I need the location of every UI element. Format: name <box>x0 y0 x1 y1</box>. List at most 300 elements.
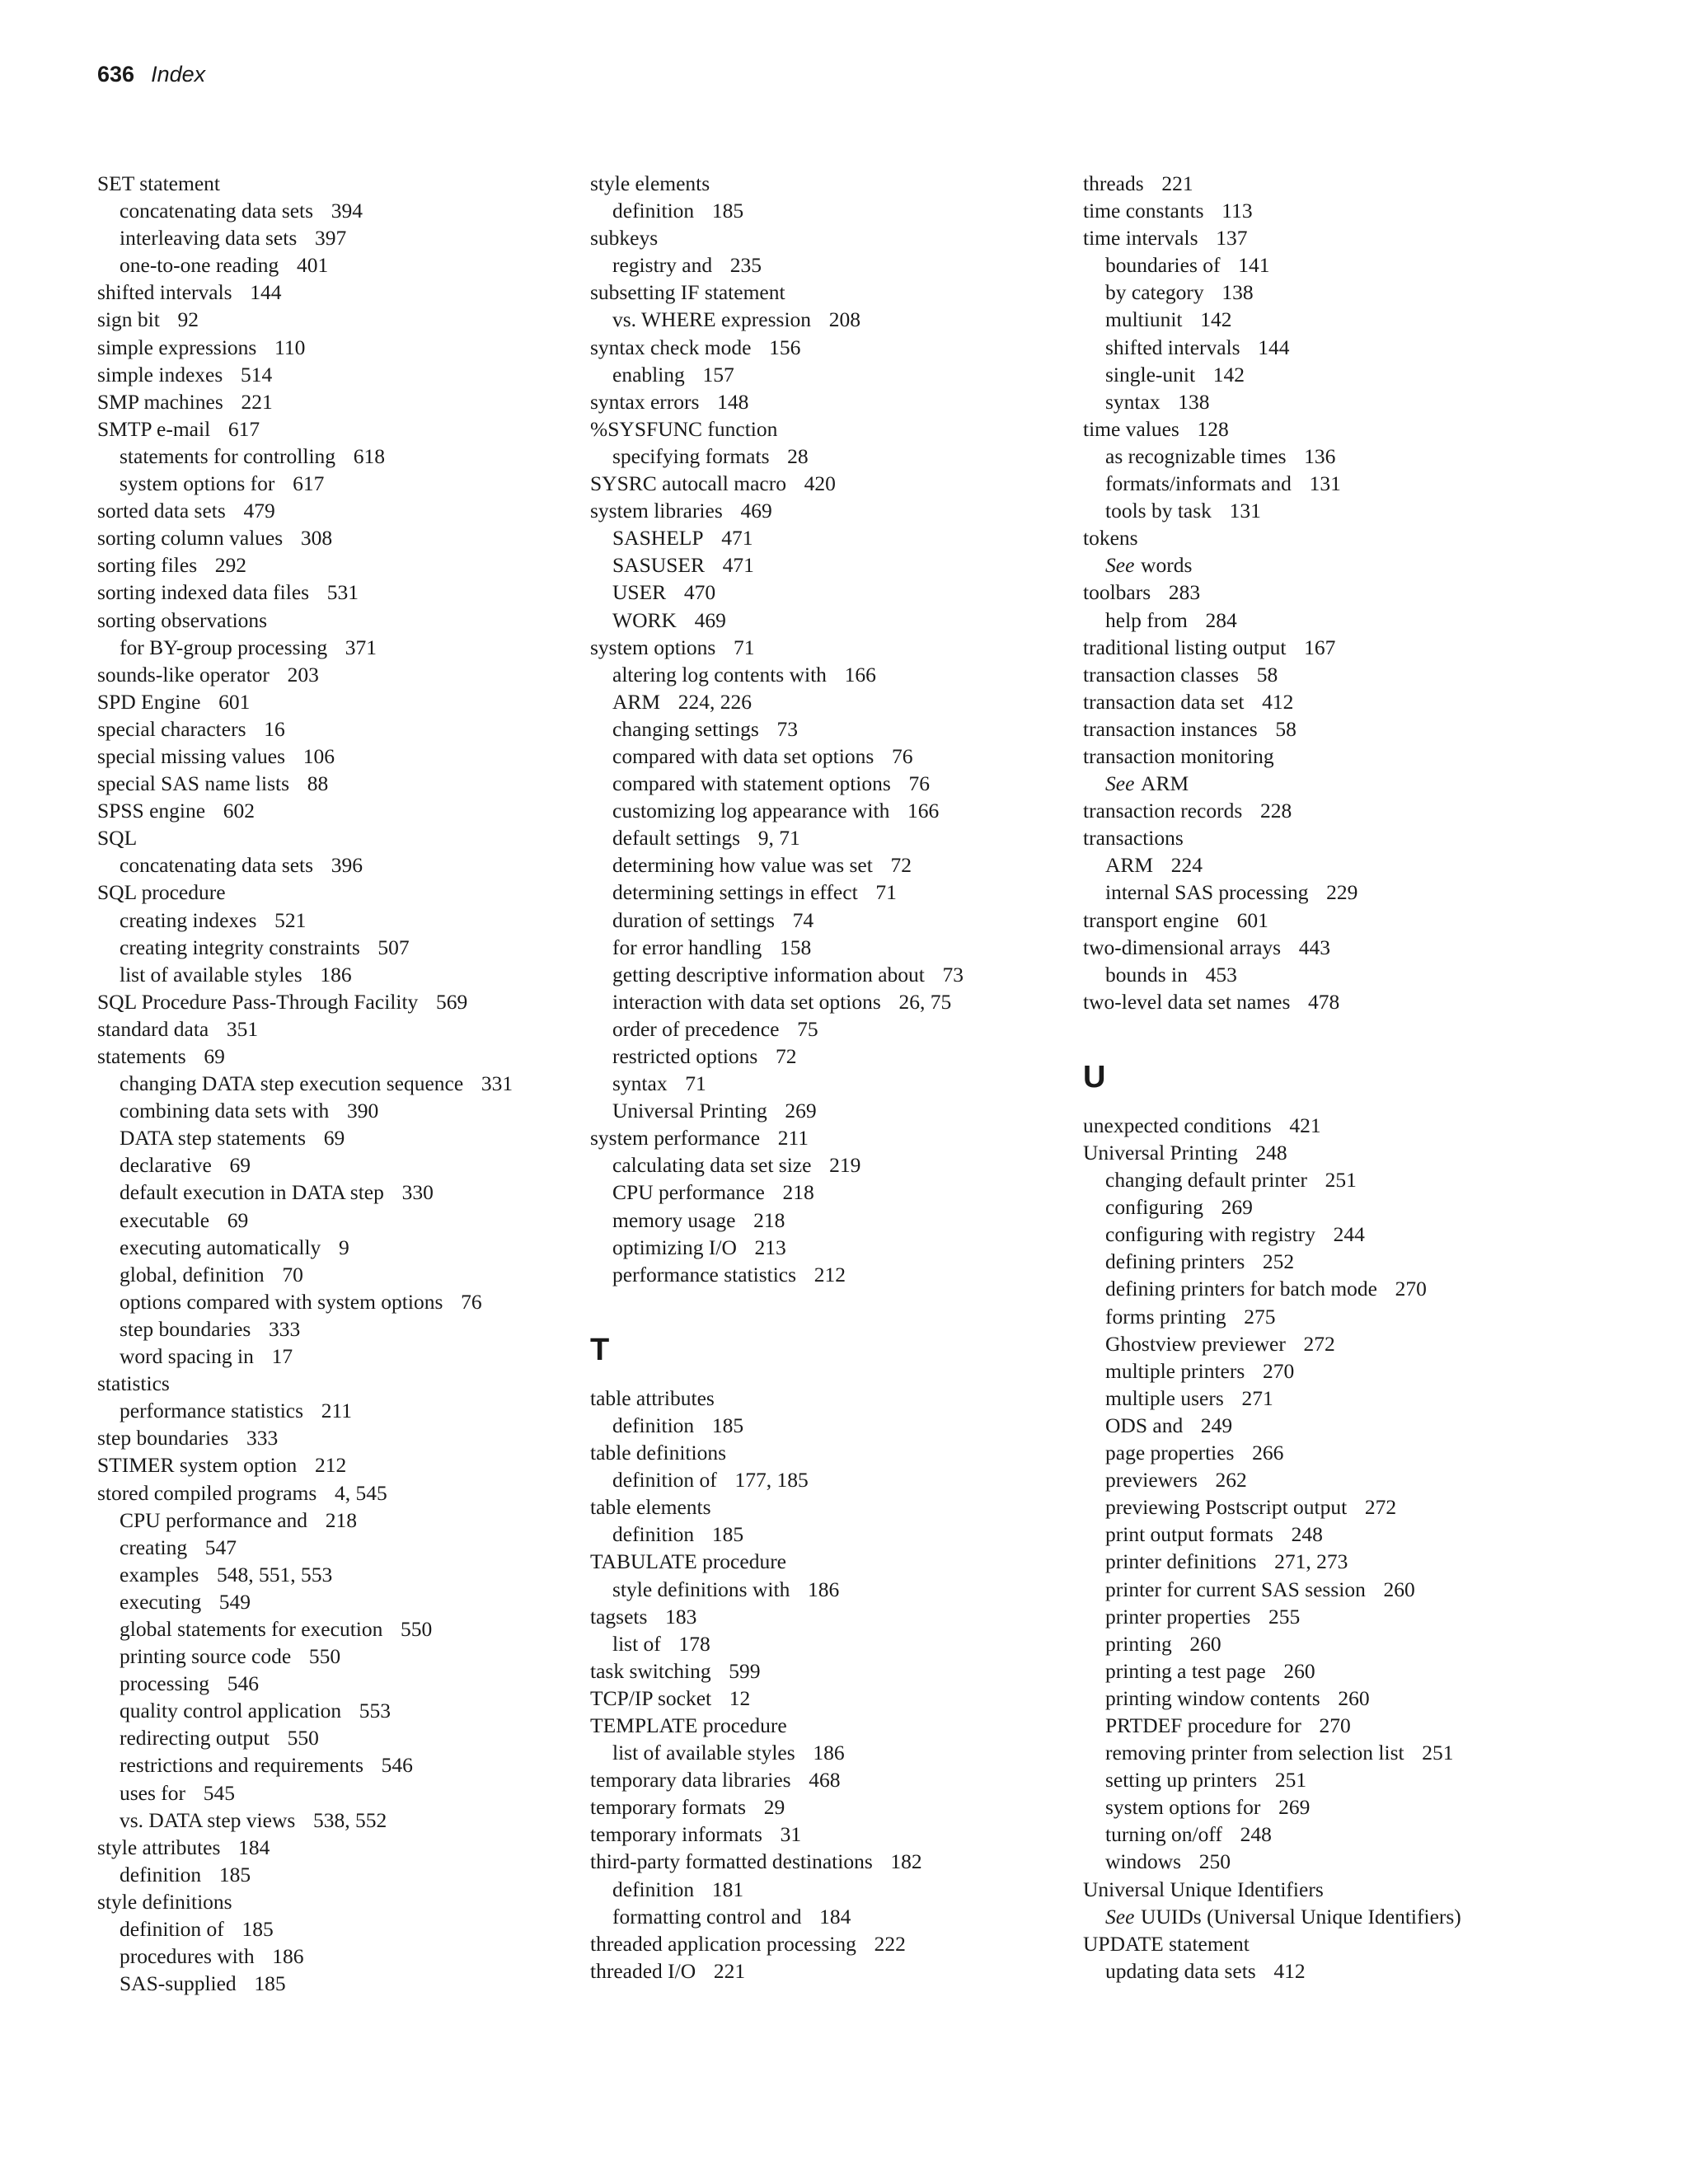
index-term: system options for <box>120 471 275 496</box>
page-reference: 420 <box>804 471 836 496</box>
index-subentry <box>1083 1221 1561 1248</box>
index-subentry <box>590 251 1068 279</box>
index-term: traditional listing output <box>1083 635 1287 659</box>
page-reference: 260 <box>1189 1631 1221 1656</box>
page-reference: 221 <box>241 389 273 414</box>
index-subentry <box>97 1643 575 1670</box>
index-term: SMTP e-mail <box>97 416 211 441</box>
index-term: table attributes <box>590 1385 715 1410</box>
index-entry <box>590 334 1068 361</box>
page-reference: 4, 545 <box>334 1480 387 1505</box>
page-reference: 183 <box>665 1604 697 1629</box>
index-term: special characters <box>97 716 246 741</box>
index-entry <box>1083 224 1561 251</box>
index-term: by category <box>1105 280 1204 305</box>
index-term: threaded I/O <box>590 1958 696 1983</box>
index-entry <box>97 607 575 634</box>
index-subentry <box>1083 1957 1561 1985</box>
index-subentry <box>97 1507 575 1534</box>
index-subentry <box>590 851 1068 879</box>
index-term: CPU performance and <box>120 1507 308 1532</box>
index-term: special missing values <box>97 743 286 768</box>
index-term: table elements <box>590 1495 711 1520</box>
index-entry <box>1083 1876 1561 1903</box>
index-subentry <box>590 1903 1068 1930</box>
index-subentry <box>97 1179 575 1206</box>
page-reference: 138 <box>1221 280 1254 305</box>
index-term: WORK <box>612 607 677 632</box>
page-reference: 186 <box>808 1577 840 1601</box>
page-reference: 185 <box>254 1971 286 1996</box>
index-entry <box>1083 743 1561 770</box>
index-term: compared with statement options <box>612 771 891 796</box>
index-entry <box>1083 1139 1561 1166</box>
index-subentry <box>97 1561 575 1588</box>
index-term: determining how value was set <box>612 853 873 878</box>
page-reference: 235 <box>729 253 762 278</box>
index-term: definition <box>120 1862 202 1886</box>
index-entry <box>97 551 575 579</box>
index-subentry <box>590 879 1068 906</box>
page-reference: 9 <box>338 1235 349 1259</box>
index-term: configuring <box>1105 1195 1203 1220</box>
index-entry <box>1083 524 1561 551</box>
index-entry <box>590 1685 1068 1712</box>
index-term: simple expressions <box>97 335 257 359</box>
index-entry <box>590 634 1068 661</box>
page-reference: 73 <box>776 716 798 741</box>
index-subentry <box>590 934 1068 961</box>
index-term: unexpected conditions <box>1083 1113 1272 1137</box>
index-entry <box>97 279 575 306</box>
page-reference: 131 <box>1229 499 1261 523</box>
index-subentry <box>97 1807 575 1834</box>
index-term: transactions <box>1083 826 1184 851</box>
page-reference: 106 <box>302 743 335 768</box>
index-term: procedures with <box>120 1944 255 1969</box>
index-term: temporary formats <box>590 1795 747 1820</box>
page-reference: 181 <box>711 1877 744 1901</box>
index-subentry <box>97 251 575 279</box>
index-term: sorting observations <box>97 607 268 632</box>
index-term: previewers <box>1105 1468 1198 1493</box>
page-reference: 514 <box>240 362 273 387</box>
index-term: syntax <box>1105 389 1160 414</box>
index-term: shifted intervals <box>1105 335 1240 359</box>
index-term: time values <box>1083 416 1179 441</box>
index-subentry <box>1083 1821 1561 1848</box>
index-term: definition <box>612 199 695 223</box>
page-reference: 71 <box>875 880 897 905</box>
index-subentry <box>97 1097 575 1124</box>
page-reference: 16 <box>264 716 285 741</box>
index-subentry <box>590 443 1068 470</box>
page-reference: 76 <box>891 743 913 768</box>
index-term: transaction data set <box>1083 689 1245 714</box>
page-reference: 331 <box>481 1071 513 1096</box>
index-subentry <box>1083 1193 1561 1221</box>
page-reference: 213 <box>754 1235 786 1259</box>
page-reference: 136 <box>1304 443 1336 468</box>
index-term: SQL Procedure Pass-Through Facility <box>97 989 419 1014</box>
index-term: syntax <box>612 1071 668 1096</box>
index-term: stored compiled programs <box>97 1480 317 1505</box>
index-entry <box>1083 661 1561 688</box>
page-reference: 142 <box>1212 362 1245 387</box>
page-reference: 333 <box>269 1316 301 1341</box>
index-subentry <box>97 1124 575 1151</box>
page-reference: 186 <box>813 1741 845 1765</box>
page-reference: 249 <box>1200 1413 1233 1437</box>
index-term: shifted intervals <box>97 280 232 305</box>
index-subentry <box>97 197 575 224</box>
page-reference: 250 <box>1198 1849 1231 1874</box>
page-reference: 76 <box>461 1289 482 1314</box>
index-subentry <box>1083 1357 1561 1385</box>
page-reference: 219 <box>829 1153 861 1178</box>
index-subentry <box>590 1179 1068 1206</box>
index-entry <box>590 1439 1068 1466</box>
page-reference: 186 <box>320 962 352 987</box>
index-subentry <box>1083 1630 1561 1657</box>
index-term: as recognizable times <box>1105 443 1287 468</box>
page-reference: 397 <box>314 226 347 251</box>
index-term: defining printers for batch mode <box>1105 1277 1377 1301</box>
page-reference: 224 <box>1170 853 1203 878</box>
page-reference: 545 <box>203 1780 235 1805</box>
index-term: system performance <box>590 1126 761 1151</box>
index-subentry <box>1083 470 1561 497</box>
index-term: SASUSER <box>612 553 705 578</box>
index-entry <box>97 770 575 797</box>
index-subentry <box>590 961 1068 988</box>
index-term: print output formats <box>1105 1522 1273 1547</box>
index-subentry <box>590 1630 1068 1657</box>
index-term: executable <box>120 1207 210 1232</box>
index-entry <box>97 715 575 743</box>
index-entry <box>590 1603 1068 1630</box>
index-subentry <box>1083 251 1561 279</box>
page-reference: 144 <box>1258 335 1290 359</box>
page-reference: 17 <box>271 1344 293 1369</box>
index-entry <box>590 1385 1068 1412</box>
index-subentry <box>1083 770 1561 797</box>
index-subentry <box>97 224 575 251</box>
index-term: changing DATA step execution sequence <box>120 1071 464 1096</box>
index-subentry <box>590 688 1068 715</box>
see-reference-label: See <box>1105 1904 1135 1929</box>
page-reference: 244 <box>1333 1222 1365 1247</box>
page-reference: 269 <box>1278 1795 1311 1820</box>
page-reference: 478 <box>1308 989 1340 1014</box>
page-reference: 221 <box>1161 171 1193 195</box>
page-reference: 212 <box>314 1453 347 1478</box>
index-term: printer properties <box>1105 1604 1251 1629</box>
index-entry <box>97 361 575 388</box>
index-term: formatting control and <box>612 1904 802 1929</box>
index-subentry <box>1083 361 1561 388</box>
index-entry <box>97 1451 575 1479</box>
index-term: TABULATE procedure <box>590 1549 787 1574</box>
page-reference: 69 <box>227 1207 249 1232</box>
index-entry <box>590 1793 1068 1821</box>
index-term: previewing Postscript output <box>1105 1495 1348 1520</box>
index-subentry <box>1083 1903 1561 1930</box>
page-reference: 158 <box>779 935 812 959</box>
index-entry <box>1083 1930 1561 1957</box>
index-term: vs. DATA step views <box>120 1807 296 1832</box>
index-term: SET statement <box>97 171 220 195</box>
page-reference: 28 <box>787 443 809 468</box>
page-reference: 69 <box>323 1126 345 1151</box>
index-term: updating data sets <box>1105 1958 1256 1983</box>
index-term: printing a test page <box>1105 1658 1266 1683</box>
index-term: global, definition <box>120 1262 265 1286</box>
index-term: statistics <box>97 1371 170 1396</box>
page-reference: 269 <box>785 1099 817 1123</box>
index-term: definition <box>612 1413 695 1437</box>
index-term: windows <box>1105 1849 1182 1874</box>
page-reference: 260 <box>1383 1577 1415 1601</box>
index-term: for error handling <box>612 935 762 959</box>
index-term: Universal Printing <box>612 1099 767 1123</box>
index-entry <box>590 1821 1068 1848</box>
page-reference: 144 <box>250 280 282 305</box>
page-reference: 546 <box>227 1671 259 1696</box>
index-subentry <box>590 1412 1068 1439</box>
index-subentry <box>1083 1766 1561 1793</box>
index-entry <box>1083 934 1561 961</box>
index-term: Universal Printing <box>1083 1141 1238 1165</box>
index-subentry <box>97 1234 575 1261</box>
index-term: sorting files <box>97 553 198 578</box>
index-entry <box>590 279 1068 306</box>
index-term: style attributes <box>97 1835 221 1859</box>
page-reference: 521 <box>274 907 307 932</box>
page-reference: 185 <box>711 199 744 223</box>
index-term: definition of <box>612 1468 717 1493</box>
index-subentry <box>1083 961 1561 988</box>
page-reference: 184 <box>238 1835 270 1859</box>
index-subentry <box>590 661 1068 688</box>
index-term: creating <box>120 1535 188 1559</box>
index-subentry <box>1083 1303 1561 1330</box>
index-subentry <box>97 1070 575 1097</box>
index-term: performance statistics <box>612 1262 797 1286</box>
index-subentry <box>1083 607 1561 634</box>
page-reference: 412 <box>1262 689 1294 714</box>
index-term: UUIDs (Universal Unique Identifiers) <box>1141 1904 1461 1929</box>
page-reference: 471 <box>721 526 753 551</box>
page-reference: 208 <box>828 307 860 332</box>
index-subentry <box>1083 1739 1561 1766</box>
page-reference: 110 <box>274 335 306 359</box>
page-reference: 453 <box>1205 962 1237 987</box>
index-subentry <box>1083 1248 1561 1275</box>
page-reference: 602 <box>223 799 255 823</box>
index-entry <box>1083 197 1561 224</box>
page-reference: 221 <box>713 1958 746 1983</box>
index-entry <box>590 1548 1068 1575</box>
index-term: SQL procedure <box>97 880 226 905</box>
index-term: single-unit <box>1105 362 1196 387</box>
index-term: default settings <box>612 826 741 851</box>
index-entry <box>97 824 575 851</box>
page-reference: 113 <box>1221 199 1253 223</box>
page-reference: 266 <box>1252 1441 1284 1465</box>
index-term: determining settings in effect <box>612 880 858 905</box>
page-reference: 270 <box>1262 1358 1295 1383</box>
index-subentry <box>97 1151 575 1179</box>
page-reference: 182 <box>890 1849 922 1874</box>
page-reference: 156 <box>769 335 801 359</box>
page-reference: 12 <box>729 1685 751 1710</box>
page-reference: 251 <box>1325 1168 1357 1193</box>
page-reference: 29 <box>763 1795 785 1820</box>
page-reference: 142 <box>1200 307 1232 332</box>
index-subentry <box>1083 1548 1561 1575</box>
index-term: boundaries of <box>1105 253 1221 278</box>
page-reference: 617 <box>293 471 325 496</box>
index-term: combining data sets with <box>120 1099 330 1123</box>
index-term: TEMPLATE procedure <box>590 1713 787 1737</box>
page-reference: 269 <box>1221 1195 1253 1220</box>
index-entry <box>97 334 575 361</box>
index-subentry <box>97 634 575 661</box>
index-entry <box>590 1957 1068 1985</box>
index-term: executing <box>120 1589 202 1614</box>
index-subentry <box>1083 879 1561 906</box>
index-subentry <box>1083 851 1561 879</box>
page-reference: 148 <box>717 389 749 414</box>
page-number: 636 <box>97 62 135 87</box>
index-term: sorted data sets <box>97 499 226 523</box>
index-subentry <box>97 851 575 879</box>
page-reference: 211 <box>321 1399 353 1423</box>
index-subentry <box>590 306 1068 333</box>
section-letter-u: U <box>1083 1059 1106 1094</box>
index-term: time constants <box>1083 199 1204 223</box>
index-entry <box>97 524 575 551</box>
index-subentry <box>590 743 1068 770</box>
index-term: calculating data set size <box>612 1153 812 1178</box>
index-term: removing printer from selection list <box>1105 1741 1404 1765</box>
index-entry <box>590 415 1068 443</box>
index-subentry <box>590 1015 1068 1043</box>
index-term: SASHELP <box>612 526 704 551</box>
index-term: uses for <box>120 1780 186 1805</box>
page-reference: 538, 552 <box>312 1807 387 1832</box>
page-reference: 443 <box>1298 935 1330 959</box>
index-term: third-party formatted destinations <box>590 1849 873 1874</box>
page-reference: 275 <box>1244 1304 1276 1329</box>
index-entry <box>590 1657 1068 1685</box>
index-entry <box>590 388 1068 415</box>
index-subentry <box>590 524 1068 551</box>
page-reference: 308 <box>300 526 333 551</box>
index-subentry <box>590 1521 1068 1548</box>
index-entry <box>1083 415 1561 443</box>
index-term: system options for <box>1105 1795 1261 1820</box>
index-subentry <box>1083 1603 1561 1630</box>
page-reference: 70 <box>282 1262 303 1286</box>
index-entry <box>590 170 1068 197</box>
index-subentry <box>1083 443 1561 470</box>
page-reference: 550 <box>308 1644 341 1669</box>
index-subentry <box>590 1043 1068 1070</box>
index-term: tagsets <box>590 1604 648 1629</box>
index-entry <box>590 1712 1068 1739</box>
index-subentry <box>1083 1793 1561 1821</box>
index-term: printing window contents <box>1105 1685 1320 1710</box>
index-term: SYSRC autocall macro <box>590 471 786 496</box>
page-reference: 131 <box>1309 471 1341 496</box>
index-term: sorting column values <box>97 526 284 551</box>
index-column-1 <box>97 170 575 1997</box>
page-reference: 69 <box>204 1044 225 1068</box>
page-reference: 271 <box>1241 1385 1273 1410</box>
index-entry <box>97 1424 575 1451</box>
index-term: performance statistics <box>120 1399 304 1423</box>
index-subentry <box>590 551 1068 579</box>
index-term: creating integrity constraints <box>120 935 360 959</box>
page-reference: 396 <box>331 853 363 878</box>
index-term: optimizing I/O <box>612 1235 737 1259</box>
index-entry <box>1083 634 1561 661</box>
page-reference: 218 <box>753 1207 785 1232</box>
index-term: altering log contents with <box>612 662 827 687</box>
page-reference: 248 <box>1240 1822 1272 1847</box>
index-subentry <box>590 197 1068 224</box>
index-term: creating indexes <box>120 907 257 932</box>
page-reference: 92 <box>177 307 199 332</box>
page-reference: 186 <box>272 1944 304 1969</box>
index-term: processing <box>120 1671 210 1696</box>
index-term: USER <box>612 580 667 605</box>
index-term: ARM <box>1105 853 1154 878</box>
page-reference: 270 <box>1395 1277 1427 1301</box>
page-reference: 228 <box>1259 799 1292 823</box>
index-subentry <box>97 1943 575 1970</box>
index-entry <box>97 797 575 824</box>
page-reference: 141 <box>1238 253 1270 278</box>
index-term: getting descriptive information about <box>612 962 925 987</box>
index-term: words <box>1141 553 1193 578</box>
index-subentry <box>1083 1685 1561 1712</box>
index-subentry <box>590 907 1068 934</box>
index-subentry <box>97 1588 575 1615</box>
page-reference: 479 <box>243 499 275 523</box>
page-reference: 390 <box>346 1099 379 1123</box>
index-term: syntax check mode <box>590 335 752 359</box>
index-entry <box>590 224 1068 251</box>
index-subentry <box>97 1615 575 1643</box>
index-subentry <box>590 1234 1068 1261</box>
index-term: time intervals <box>1083 226 1198 251</box>
index-term: DATA step statements <box>120 1126 307 1151</box>
index-subentry <box>590 715 1068 743</box>
index-term: sorting indexed data files <box>97 580 310 605</box>
index-term: executing automatically <box>120 1235 321 1259</box>
index-term: changing default printer <box>1105 1168 1307 1193</box>
index-term: standard data <box>97 1016 209 1041</box>
page-reference: 157 <box>702 362 734 387</box>
index-term: multiunit <box>1105 307 1183 332</box>
index-term: style elements <box>590 171 710 195</box>
index-term: for BY-group processing <box>120 635 328 659</box>
index-entry <box>97 1888 575 1915</box>
index-subentry <box>590 797 1068 824</box>
